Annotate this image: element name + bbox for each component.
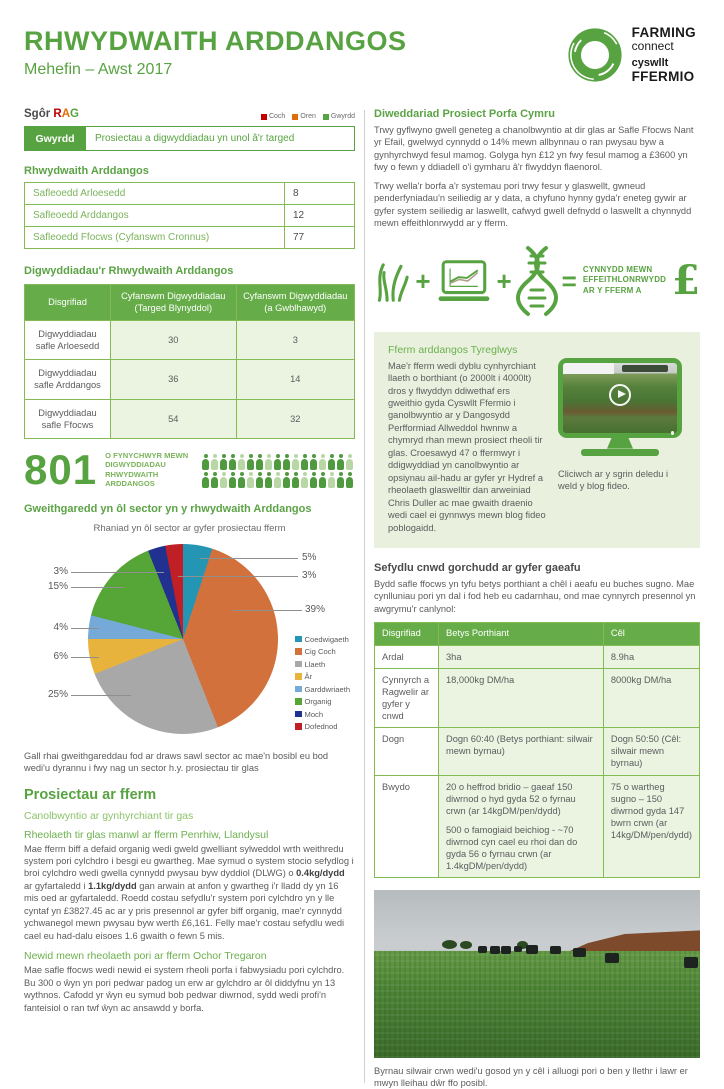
- cover-crop-intro: Bydd safle ffocws yn tyfu betys porthiant a chêl i aeafu eu buches sugno. Mae cynlluniau pori yn dal i fod heb eu cadarnhau, ond mae cynnyrch presennol yn awgrymu'r canlynol:: [374, 578, 696, 614]
- events-heading: Digwyddiadau'r Rhwydwaith Arddangos: [24, 265, 234, 277]
- events-table: [24, 284, 355, 439]
- tv-icon: [558, 358, 682, 456]
- legend-chip: [295, 723, 302, 730]
- photo-tree: [442, 940, 457, 949]
- legend-chip: [295, 711, 302, 718]
- silage-bale: [573, 948, 586, 957]
- logo-swirl-icon: [566, 26, 624, 84]
- person-icon: [220, 472, 227, 488]
- pie-label-coedwigaeth: 5%: [302, 551, 317, 563]
- table-cell: Cynnyrch a Ragwelir ar gyfer y cnwd: [375, 669, 439, 728]
- table-row: [375, 728, 700, 775]
- legend-chip: [295, 648, 302, 655]
- orange-legend-chip: [292, 114, 298, 120]
- table-row: [25, 183, 355, 205]
- legend-item: Dofednod: [295, 722, 350, 731]
- pie-legend: [295, 635, 350, 735]
- play-button-icon[interactable]: [609, 384, 631, 406]
- person-icon: [274, 472, 281, 488]
- table-cell: Dogn: [375, 728, 439, 775]
- legend-chip: [295, 636, 302, 643]
- person-icon: [310, 472, 317, 488]
- table-cell: Safleoedd Arloesedd: [25, 183, 285, 205]
- silage-bale: [490, 946, 500, 954]
- person-icon: [274, 454, 281, 470]
- person-icon: [319, 454, 326, 470]
- left-column: [24, 108, 355, 1089]
- pie-label-garddwriaeth: 4%: [53, 621, 68, 633]
- pound-icon: £: [672, 256, 700, 304]
- person-icon: [229, 472, 236, 488]
- leader-line: [71, 628, 99, 629]
- table-cell: 12: [285, 205, 355, 227]
- red-legend-chip: [261, 114, 267, 120]
- pie-label-ar: 6%: [53, 650, 68, 662]
- tv-caption: Cliciwch ar y sgrin deledu i weld y blog fideo.: [558, 468, 669, 491]
- leader-line: [71, 572, 164, 573]
- rag-header: [24, 108, 355, 120]
- dna-icon: [518, 246, 556, 316]
- person-icon: [256, 472, 263, 488]
- silage-bale: [501, 946, 511, 954]
- table-cell: 14: [236, 360, 354, 399]
- person-icon: [346, 454, 353, 470]
- table-row: [25, 205, 355, 227]
- farm-projects-sub3: Newid mewn rheolaeth pori ar fferm Ochor Tregaron: [24, 950, 267, 963]
- column-header: Disgrifiad: [25, 285, 111, 321]
- video-thumbnail[interactable]: [563, 363, 677, 433]
- table-row: [375, 645, 700, 668]
- table-cell: Safleoedd Ffocws (Cyfanswm Cronnus): [25, 227, 285, 249]
- table-cell: Safleoedd Arddangos: [25, 205, 285, 227]
- person-icon: [328, 454, 335, 470]
- leader-line: [233, 610, 302, 611]
- table-cell: 77: [285, 227, 355, 249]
- table-cell: 75 o wartheg sugno – 150 diwrnod gyda 147 bwrn crwn (ar 14kg/DM/pen/dydd): [603, 775, 699, 878]
- person-icon: [211, 472, 218, 488]
- page-title: RHWYDWAITH ARDDANGOS: [24, 26, 407, 56]
- silage-bale: [526, 945, 538, 954]
- table-cell: 8.9ha: [603, 645, 699, 668]
- equals-icon: =: [561, 265, 577, 296]
- person-icon: [238, 472, 245, 488]
- table-cell: 18,000kg DM/ha: [439, 669, 604, 728]
- legend-chip: [295, 686, 302, 693]
- sector-heading: Gweithgaredd yn ôl sector yn y rhwydwaith Arddangos: [24, 502, 312, 515]
- tv-stand-neck: [607, 438, 633, 449]
- pie-label-dofednod: 3%: [302, 569, 317, 581]
- person-icon: [337, 454, 344, 470]
- person-icon: [247, 472, 254, 488]
- photo-caption: Byrnau silwair crwn wedi'u gosod yn y cêl i alluogi pori o ben y llethr i lawr er mwyn lleihau dŵr ffo posibl.: [374, 1066, 688, 1089]
- person-icon: [256, 454, 263, 470]
- cover-crop-table: [374, 622, 700, 878]
- legend-item: Coedwigaeth: [295, 635, 350, 644]
- person-icon: [283, 454, 290, 470]
- green-legend-chip: [323, 114, 329, 120]
- table-cell: 8: [285, 183, 355, 205]
- page-header: [24, 26, 700, 102]
- network-heading: Rhwydwaith Arddangos: [24, 165, 149, 177]
- table-cell: 30: [111, 321, 237, 360]
- legend-item: Cig Coch: [295, 647, 350, 656]
- table-cell: 32: [236, 399, 354, 438]
- table-cell: 36: [111, 360, 237, 399]
- logo-line-ffermio: FFERMIO: [631, 68, 695, 84]
- table-cell: Dogn 60:40 (Betys porthiant: silwair mewn byrnau): [439, 728, 604, 775]
- silage-bale: [514, 946, 522, 952]
- column-header: Cyfanswm Digwyddiadau (Targed Blynyddol): [111, 285, 237, 321]
- rag-status-row: [24, 126, 355, 151]
- legend-item: Âr: [295, 672, 350, 681]
- legend-item: Moch: [295, 710, 350, 719]
- tv-screen[interactable]: [558, 358, 682, 438]
- page-subtitle: Mehefin – Awst 2017: [24, 61, 173, 78]
- porfa-heading: Diweddariad Prosiect Porfa Cymru: [374, 108, 555, 120]
- person-icon: [292, 472, 299, 488]
- photo-crop-field: [374, 951, 700, 1059]
- legend-chip: [295, 673, 302, 680]
- leader-line: [71, 587, 124, 588]
- tv-stand-base: [581, 449, 659, 456]
- leader-line: [71, 695, 131, 696]
- table-row: [25, 227, 355, 249]
- table-row: [25, 360, 355, 399]
- leader-line: [200, 558, 298, 559]
- right-column: [374, 108, 700, 1089]
- leader-line: [178, 576, 298, 577]
- column-header: Cyfanswm Digwyddiadau (a Gwblhawyd): [236, 285, 354, 321]
- logo-line-connect: connect: [631, 39, 674, 54]
- rag-status-badge: Gwyrdd: [24, 126, 86, 151]
- legend-chip: [295, 661, 302, 668]
- tyreglwys-body: Mae'r fferm wedi dyblu cynhyrchiant llaeth o borthiant (o 2000lt i 4000lt) dros y flwyddyn ddiwethaf ers gweithio gyda Cyswllt Ffermio i ganolbwyntio ar y Dangosydd Perfformiad Allweddol hwnnw a chymryd rhan mewn prosiect rheoli tir glas. Croesawyd 47 o ffermwyr i ddigwyddiad yn canolbwyntio ar opsiynau ail-hadu ar gyfer yr Hydref a rheolaeth glaswelltir dan arweiniad Chris Duller ac mae gwaith draenio wedi cael ei gynnwys mewn blog fideo poblogaidd.: [388, 360, 546, 533]
- person-icon: [265, 472, 272, 488]
- farm-projects-sub2: Rheolaeth tir glas manwl ar fferm Penrhiw, Llandysul: [24, 828, 269, 841]
- legend-item: Garddwriaeth: [295, 685, 350, 694]
- table-cell: 20 o heffrod bridio – gaeaf 150 diwrnod o hyd gyda 52 o fyrnau crwn (ar 14kgDM/pen/dydd) 500 o famogiaid beichiog - ~70 diwrnod cyn cael eu rhoi dan do gyda 56 o fyrnau crwn (ar 1.4kgDM/pen/dydd): [439, 775, 604, 878]
- table-row: [25, 399, 355, 438]
- person-icon: [346, 472, 353, 488]
- person-icon: [211, 454, 218, 470]
- porfa-para2: Trwy wella'r borfa a'r systemau pori trwy fesur y glaswellt, gwneud penderfyniadau'n seiliedig ar y data, a chyfuno hynny gyda'r eneteg gywir ar gyfer system seiliedig ar laswellt, cafwyd gwell defnydd o laswellt a chynnydd mewn effeithlonrwydd ar y fferm.: [374, 180, 692, 229]
- farm-projects-para1: Mae fferm biff a defaid organig wedi gweld gwelliant sylweddol wrth weithredu system pori cylchdro i besgi eu gwartheg. Mae symud o system stocio sefydlog i broi cylchdro wedi gwella cynnydd pwysau byw dyddiol (DLWG) o 0.4kg/dydd ar gyfartaledd i 1.1kg/dydd gan arwain at anfon y gwartheg i'r lladd dy yn 16 mis oed ar gyfartaledd. Roedd costau sefydlu'r system pori cylchdro yn y lle cyntaf yn £3827.45 ac ar y pris presennol ar gyfer biff organig, mae'r cynnydd ychwanegol mewn pwysau byw werth £6,161. Felly mae'r costau sefydlu wedi cael eu had-dalu eisoes 1.6 gwaith o fewn 5 mis.: [24, 843, 354, 941]
- pie-label-llaeth: 25%: [47, 688, 68, 700]
- pie-label-organig: 15%: [47, 580, 68, 592]
- efficiency-equation: [374, 246, 700, 316]
- table-cell: 8000kg DM/ha: [603, 669, 699, 728]
- attendee-icons: [202, 452, 355, 488]
- person-icon: [247, 454, 254, 470]
- person-icon: [238, 454, 245, 470]
- person-icon: [310, 454, 317, 470]
- logo-line-cyswllt: cyswllt: [631, 57, 669, 70]
- table-cell: Digwyddiadau safle Ffocws: [25, 399, 111, 438]
- porfa-para1: Trwy gyflwyno gwell geneteg a chanolbwyntio at dir glas ar Safle Ffocws Nant yr Efail, gwelwyd cynnydd o 14% mewn allbynnau o ran pwysau byw a gynhyrchwyd fesul mamog. Golyga hyn £12 yn fwy fesul mamog a £3600 yn fwy o fewn y ddiadell o'i gymharu â'r flwyddyn flaenorol.: [374, 125, 694, 173]
- farm-projects-sub1: Canolbwyntio ar gynhyrchiant tir gas: [24, 809, 194, 822]
- plus-icon: +: [496, 265, 512, 296]
- field-photo: [374, 890, 700, 1058]
- pie-label-moch: 3%: [53, 565, 68, 577]
- person-icon: [319, 472, 326, 488]
- column-header: Cêl: [603, 623, 699, 646]
- logo-line-farming: FARMING: [631, 25, 696, 41]
- photo-tree: [460, 941, 472, 949]
- silage-bale: [478, 946, 487, 953]
- table-cell: 54: [111, 399, 237, 438]
- table-row: [375, 775, 700, 878]
- pie-chart-title: Rhaniad yn ôl sector ar gyfer prosiectau fferm: [93, 522, 286, 534]
- person-icon: [220, 454, 227, 470]
- person-icon: [337, 472, 344, 488]
- column-header: Betys Porthiant: [439, 623, 604, 646]
- cover-crop-heading: Sefydlu cnwd gorchudd ar gyfer gaeafu: [374, 561, 581, 574]
- person-icon: [283, 472, 290, 488]
- attendee-stat: [24, 445, 355, 493]
- network-table: [24, 182, 355, 249]
- table-cell: 3: [236, 321, 354, 360]
- person-icon: [229, 454, 236, 470]
- farming-connect-logo: [566, 26, 696, 84]
- silage-bale: [605, 953, 619, 963]
- silage-bale: [550, 946, 561, 954]
- rag-score-heading: Sgôr RAG: [24, 108, 79, 120]
- table-row: [375, 669, 700, 728]
- laptop-chart-icon: [437, 253, 491, 309]
- person-icon: [265, 454, 272, 470]
- column-header: Disgrifiad: [375, 623, 439, 646]
- attendee-caption: O FYNYCHWYR MEWN DIGWYDDIADAU RHWYDWAITH ARDDANGOS: [105, 450, 189, 489]
- person-icon: [202, 454, 209, 470]
- person-icon: [202, 472, 209, 488]
- attendee-count: 801: [24, 445, 98, 493]
- person-icon: [328, 472, 335, 488]
- legend-item: Llaeth: [295, 660, 350, 669]
- pie-label-cig-coch: 39%: [305, 603, 326, 615]
- person-icon: [301, 454, 308, 470]
- sector-note: Gall rhai gweithgareddau fod ar draws sawl sector ac mae'n bosibl eu bod wedi'u dyrannu i fwy nag un sector h.y. prosiectau tir glas: [24, 750, 329, 774]
- tv-power-dot: [671, 431, 675, 435]
- legend-chip: [295, 698, 302, 705]
- farm-projects-heading: Prosiectau ar fferm: [24, 786, 157, 803]
- leader-line: [71, 657, 99, 658]
- rag-status-text: Prosiectau a digwyddiadau yn unol â'r targed: [86, 126, 355, 151]
- person-icon: [301, 472, 308, 488]
- plus-icon: +: [415, 265, 431, 296]
- farm-projects-para2: Mae safle ffocws wedi newid ei system rheoli porfa i fabwysiadu pori cylchdro. Bu 300 o ŵyn yn pori pedwar padog un erw ar gylchdro ar ôl diddyfnu yn 13 wythnos. Cafodd yr ŵyn eu symud bob pedwar diwrnod, sydd wedi profi'n fanteisiol o ran twf ŵyn ac ansawdd y borfa.: [24, 965, 345, 1013]
- equation-result-text: CYNNYDD MEWN EFFEITHLONRWYDD AR Y FFERM A: [582, 265, 667, 295]
- logo-text: [632, 26, 696, 83]
- column-divider: [364, 110, 365, 1083]
- table-cell: Digwyddiadau safle Arloesedd: [25, 321, 111, 360]
- table-cell: Bwydo: [375, 775, 439, 878]
- legend-item: Organig: [295, 697, 350, 706]
- tyreglwys-heading: Fferm arddangos Tyreglwys: [388, 343, 518, 356]
- person-icon: [292, 454, 299, 470]
- table-cell: 3ha: [439, 645, 604, 668]
- table-cell: Digwyddiadau safle Arddangos: [25, 360, 111, 399]
- pie-chart: [24, 538, 355, 746]
- table-cell: Ardal: [375, 645, 439, 668]
- tyreglwys-box: [374, 332, 700, 548]
- grass-icon: [374, 254, 409, 308]
- silage-bale: [684, 957, 698, 968]
- table-cell: Dogn 50:50 (Cêl: silwair mewn byrnau): [603, 728, 699, 775]
- table-row: [25, 321, 355, 360]
- rag-legend: Coch Oren Gwyrdd: [261, 113, 355, 120]
